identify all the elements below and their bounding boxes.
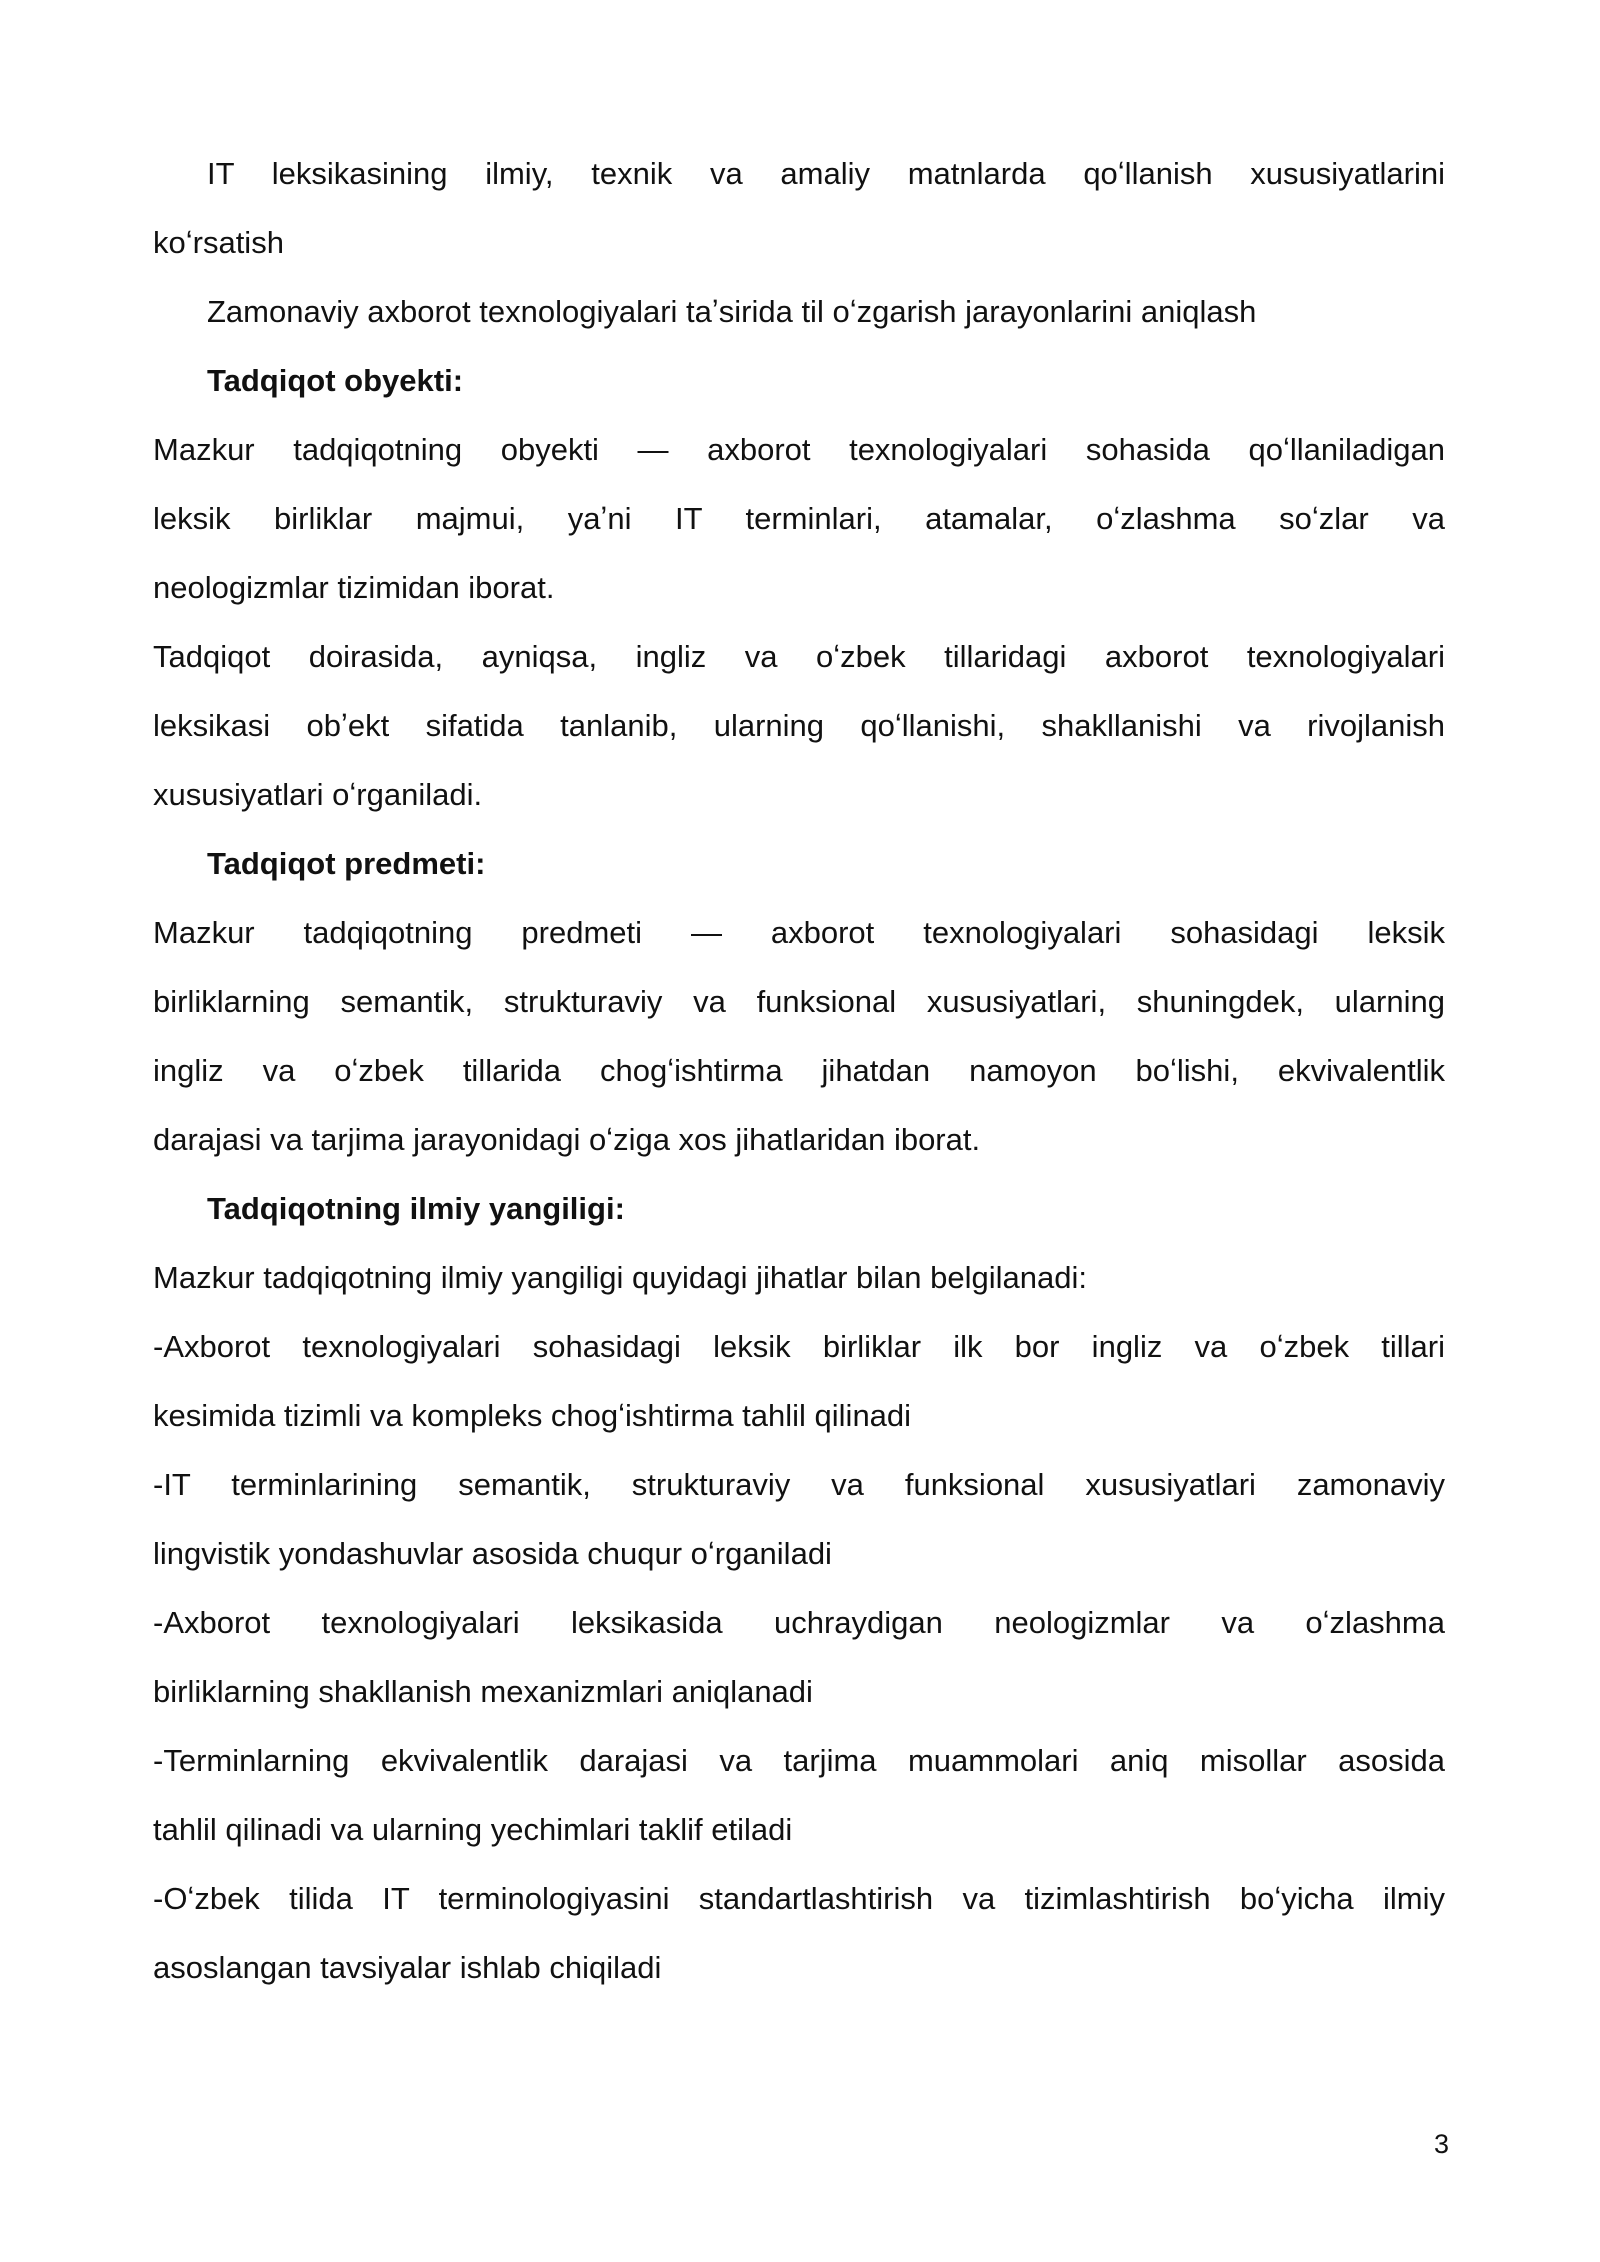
line-text: IT leksikasining ilmiy, texnik va amaliy matnlarda qoʻllanish xususiyatlarini bbox=[207, 156, 1445, 191]
line-text: neologizmlar tizimidan iborat. bbox=[153, 570, 555, 605]
line-text: -Terminlarning ekvivalentlik darajasi va tarjima muammolari aniq misollar asosida bbox=[153, 1743, 1445, 1778]
text-line bbox=[153, 346, 1445, 415]
page-number: 3 bbox=[1433, 2129, 1449, 2159]
line-text: Zamonaviy axborot texnologiyalari taʼsirida til oʻzgarish jarayonlarini aniqlash bbox=[207, 294, 1257, 329]
text-line bbox=[153, 967, 1445, 1036]
line-text: birliklarning shakllanish mexanizmlari aniqlanadi bbox=[153, 1674, 813, 1709]
text-line bbox=[153, 829, 1445, 898]
line-text: Mazkur tadqiqotning predmeti — axborot texnologiyalari sohasidagi leksik bbox=[153, 915, 1445, 950]
line-text: -Axborot texnologiyalari leksikasida uchraydigan neologizmlar va oʻzlashma bbox=[153, 1605, 1445, 1640]
line-text: birliklarning semantik, strukturaviy va funksional xususiyatlari, shuningdek, ularning bbox=[153, 984, 1445, 1019]
text-line bbox=[153, 1381, 1445, 1450]
line-text: Mazkur tadqiqotning obyekti — axborot texnologiyalari sohasida qoʻllaniladigan bbox=[153, 432, 1445, 467]
line-text: darajasi va tarjima jarayonidagi oʻziga xos jihatlaridan iborat. bbox=[153, 1122, 981, 1157]
line-text: Tadqiqot doirasida, ayniqsa, ingliz va oʻzbek tillaridagi axborot texnologiyalari bbox=[153, 639, 1445, 674]
text-line bbox=[153, 1519, 1445, 1588]
text-line bbox=[153, 622, 1445, 691]
line-text: leksikasi obʼekt sifatida tanlanib, ularning qoʻllanishi, shakllanishi va rivojlanish bbox=[153, 708, 1445, 743]
text-line bbox=[153, 691, 1445, 760]
text-line bbox=[153, 139, 1445, 208]
text-line bbox=[153, 1933, 1445, 2002]
text-line bbox=[153, 760, 1445, 829]
text-line bbox=[153, 1450, 1445, 1519]
text-line bbox=[153, 1312, 1445, 1381]
text-line bbox=[153, 1036, 1445, 1105]
line-text: Tadqiqot predmeti: bbox=[207, 846, 486, 881]
line-text: koʻrsatish bbox=[153, 225, 284, 260]
line-text: -IT terminlarining semantik, strukturaviy va funksional xususiyatlari zamonaviy bbox=[153, 1467, 1445, 1502]
text-line bbox=[153, 208, 1445, 277]
line-text: -Oʻzbek tilida IT terminologiyasini standartlashtirish va tizimlashtirish boʻyicha ilmiy bbox=[153, 1881, 1445, 1916]
line-text: tahlil qilinadi va ularning yechimlari taklif etiladi bbox=[153, 1812, 793, 1847]
line-text: Mazkur tadqiqotning ilmiy yangiligi quyidagi jihatlar bilan belgilanadi: bbox=[153, 1260, 1087, 1295]
line-text: Tadqiqot obyekti: bbox=[207, 363, 464, 398]
line-text: kesimida tizimli va kompleks chogʻishtirma tahlil qilinadi bbox=[153, 1398, 912, 1433]
text-line bbox=[153, 1657, 1445, 1726]
text-block bbox=[153, 139, 1445, 2002]
text-line bbox=[153, 1588, 1445, 1657]
text-line bbox=[153, 1864, 1445, 1933]
text-line bbox=[153, 277, 1445, 346]
text-line bbox=[153, 1726, 1445, 1795]
text-line bbox=[153, 898, 1445, 967]
line-text: -Axborot texnologiyalari sohasidagi leksik birliklar ilk bor ingliz va oʻzbek tillari bbox=[153, 1329, 1445, 1364]
text-line bbox=[153, 1795, 1445, 1864]
line-text: Tadqiqotning ilmiy yangiligi: bbox=[207, 1191, 625, 1226]
text-line bbox=[153, 484, 1445, 553]
line-text: lingvistik yondashuvlar asosida chuqur oʻrganiladi bbox=[153, 1536, 832, 1571]
line-text: asoslangan tavsiyalar ishlab chiqiladi bbox=[153, 1950, 662, 1985]
text-line bbox=[153, 1105, 1445, 1174]
text-line bbox=[153, 1174, 1445, 1243]
text-line bbox=[153, 553, 1445, 622]
line-text: ingliz va oʻzbek tillarida chogʻishtirma jihatdan namoyon boʻlishi, ekvivalentlik bbox=[153, 1053, 1445, 1088]
text-line bbox=[153, 1243, 1445, 1312]
line-text: xususiyatlari oʻrganiladi. bbox=[153, 777, 483, 812]
line-text: leksik birliklar majmui, yaʼni IT terminlari, atamalar, oʻzlashma soʻzlar va bbox=[153, 501, 1445, 536]
text-line bbox=[153, 415, 1445, 484]
